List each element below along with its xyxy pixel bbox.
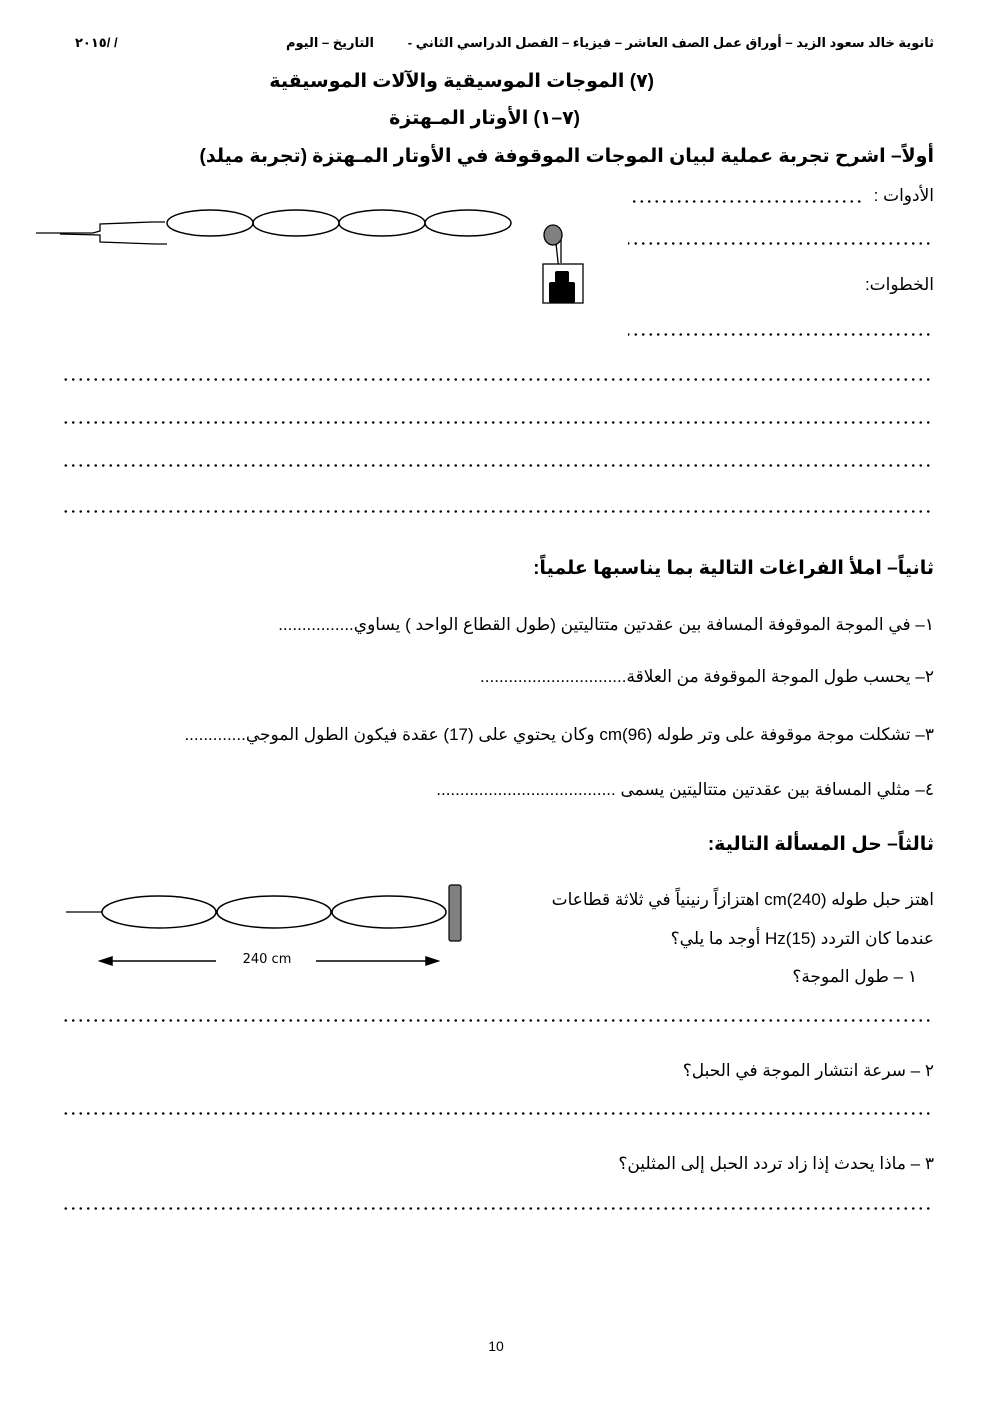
section-one-heading: أولاً– اشرح تجربة عملية لبيان الموجات الموقوفة في الأوتار المـهتزة (تجربة ميلد) <box>199 146 934 167</box>
section-two-heading: ثانياً– املأ الفراغات التالية بما يناسبها علمياً: <box>533 558 934 579</box>
section-three-heading: ثالثاً– حل المسألة التالية: <box>707 834 934 855</box>
problem-question-3-text: ماذا يحدث إذا زاد تردد الحبل إلى المثلين؟ <box>618 1154 906 1173</box>
problem-question-2-num: ٢ – <box>910 1061 934 1080</box>
problem-line-2: عندما كان التردد Hz(15) أوجد ما يلي؟ <box>670 929 934 948</box>
length-label: 240 cm <box>242 952 292 967</box>
problem-question-1-text: طول الموجة؟ <box>792 967 889 986</box>
fill-item-3-num: ٣– <box>915 725 934 744</box>
problem-question-3-num: ٣ – <box>910 1154 934 1173</box>
tools-label: الأدوات : <box>873 186 934 205</box>
unit-title: (٧) الموجات الموسيقية والآلات الموسيقية <box>269 71 654 92</box>
steps-label: الخطوات: <box>864 275 934 294</box>
date-label: التاريخ – اليوم <box>285 35 374 50</box>
fill-item-3-text[interactable]: تشكلت موجة موقوفة على وتر طوله cm(96) وكان يحتوي على (17) عقدة فيكون الطول الموجي............. <box>184 725 911 744</box>
problem-question-3 <box>618 1154 934 1174</box>
rope-loops <box>102 896 446 928</box>
school-header: ثانوية خالد سعود الزيد – أوراق عمل الصف العاشر – فيزياء – الفصل الدراسي الثاني - <box>407 35 934 50</box>
page-number: 10 <box>488 1338 504 1354</box>
problem-question-2-text: سرعة انتشار الموجة في الحبل؟ <box>682 1061 906 1080</box>
answer-line-q1[interactable] <box>62 1019 932 1022</box>
answer-line-q3[interactable] <box>62 1207 932 1210</box>
date-value: ٢٠١٥/ / <box>75 35 118 50</box>
problem-question-1-num: ١ – <box>893 967 917 986</box>
fill-item-2-text[interactable]: يحسب طول الموجة الموقوفة من العلاقة............................... <box>480 667 911 686</box>
fill-item-1-text[interactable]: في الموجة الموقوفة المسافة بين عقدتين متتاليتين (طول القطاع الواحد ) يساوي................ <box>278 615 911 634</box>
problem-line-1: اهتز حبل طوله cm(240) اهتزازاً رنينياً في ثلاثة قطاعات <box>551 890 934 909</box>
fill-item-4-text[interactable]: مثلي المسافة بين عقدتين متتاليتين يسمى ...................................... <box>436 780 911 799</box>
answer-line-q2[interactable] <box>62 1112 932 1115</box>
lesson-title: (٧–١) الأوتار المـهتزة <box>389 108 580 129</box>
problem-question-2 <box>683 1061 934 1081</box>
fill-item-2-num: ٢– <box>915 667 934 686</box>
fill-item-4-num: ٤– <box>915 780 934 799</box>
fill-item-1-num: ١– <box>915 615 934 634</box>
fixed-wall-icon <box>449 885 461 941</box>
